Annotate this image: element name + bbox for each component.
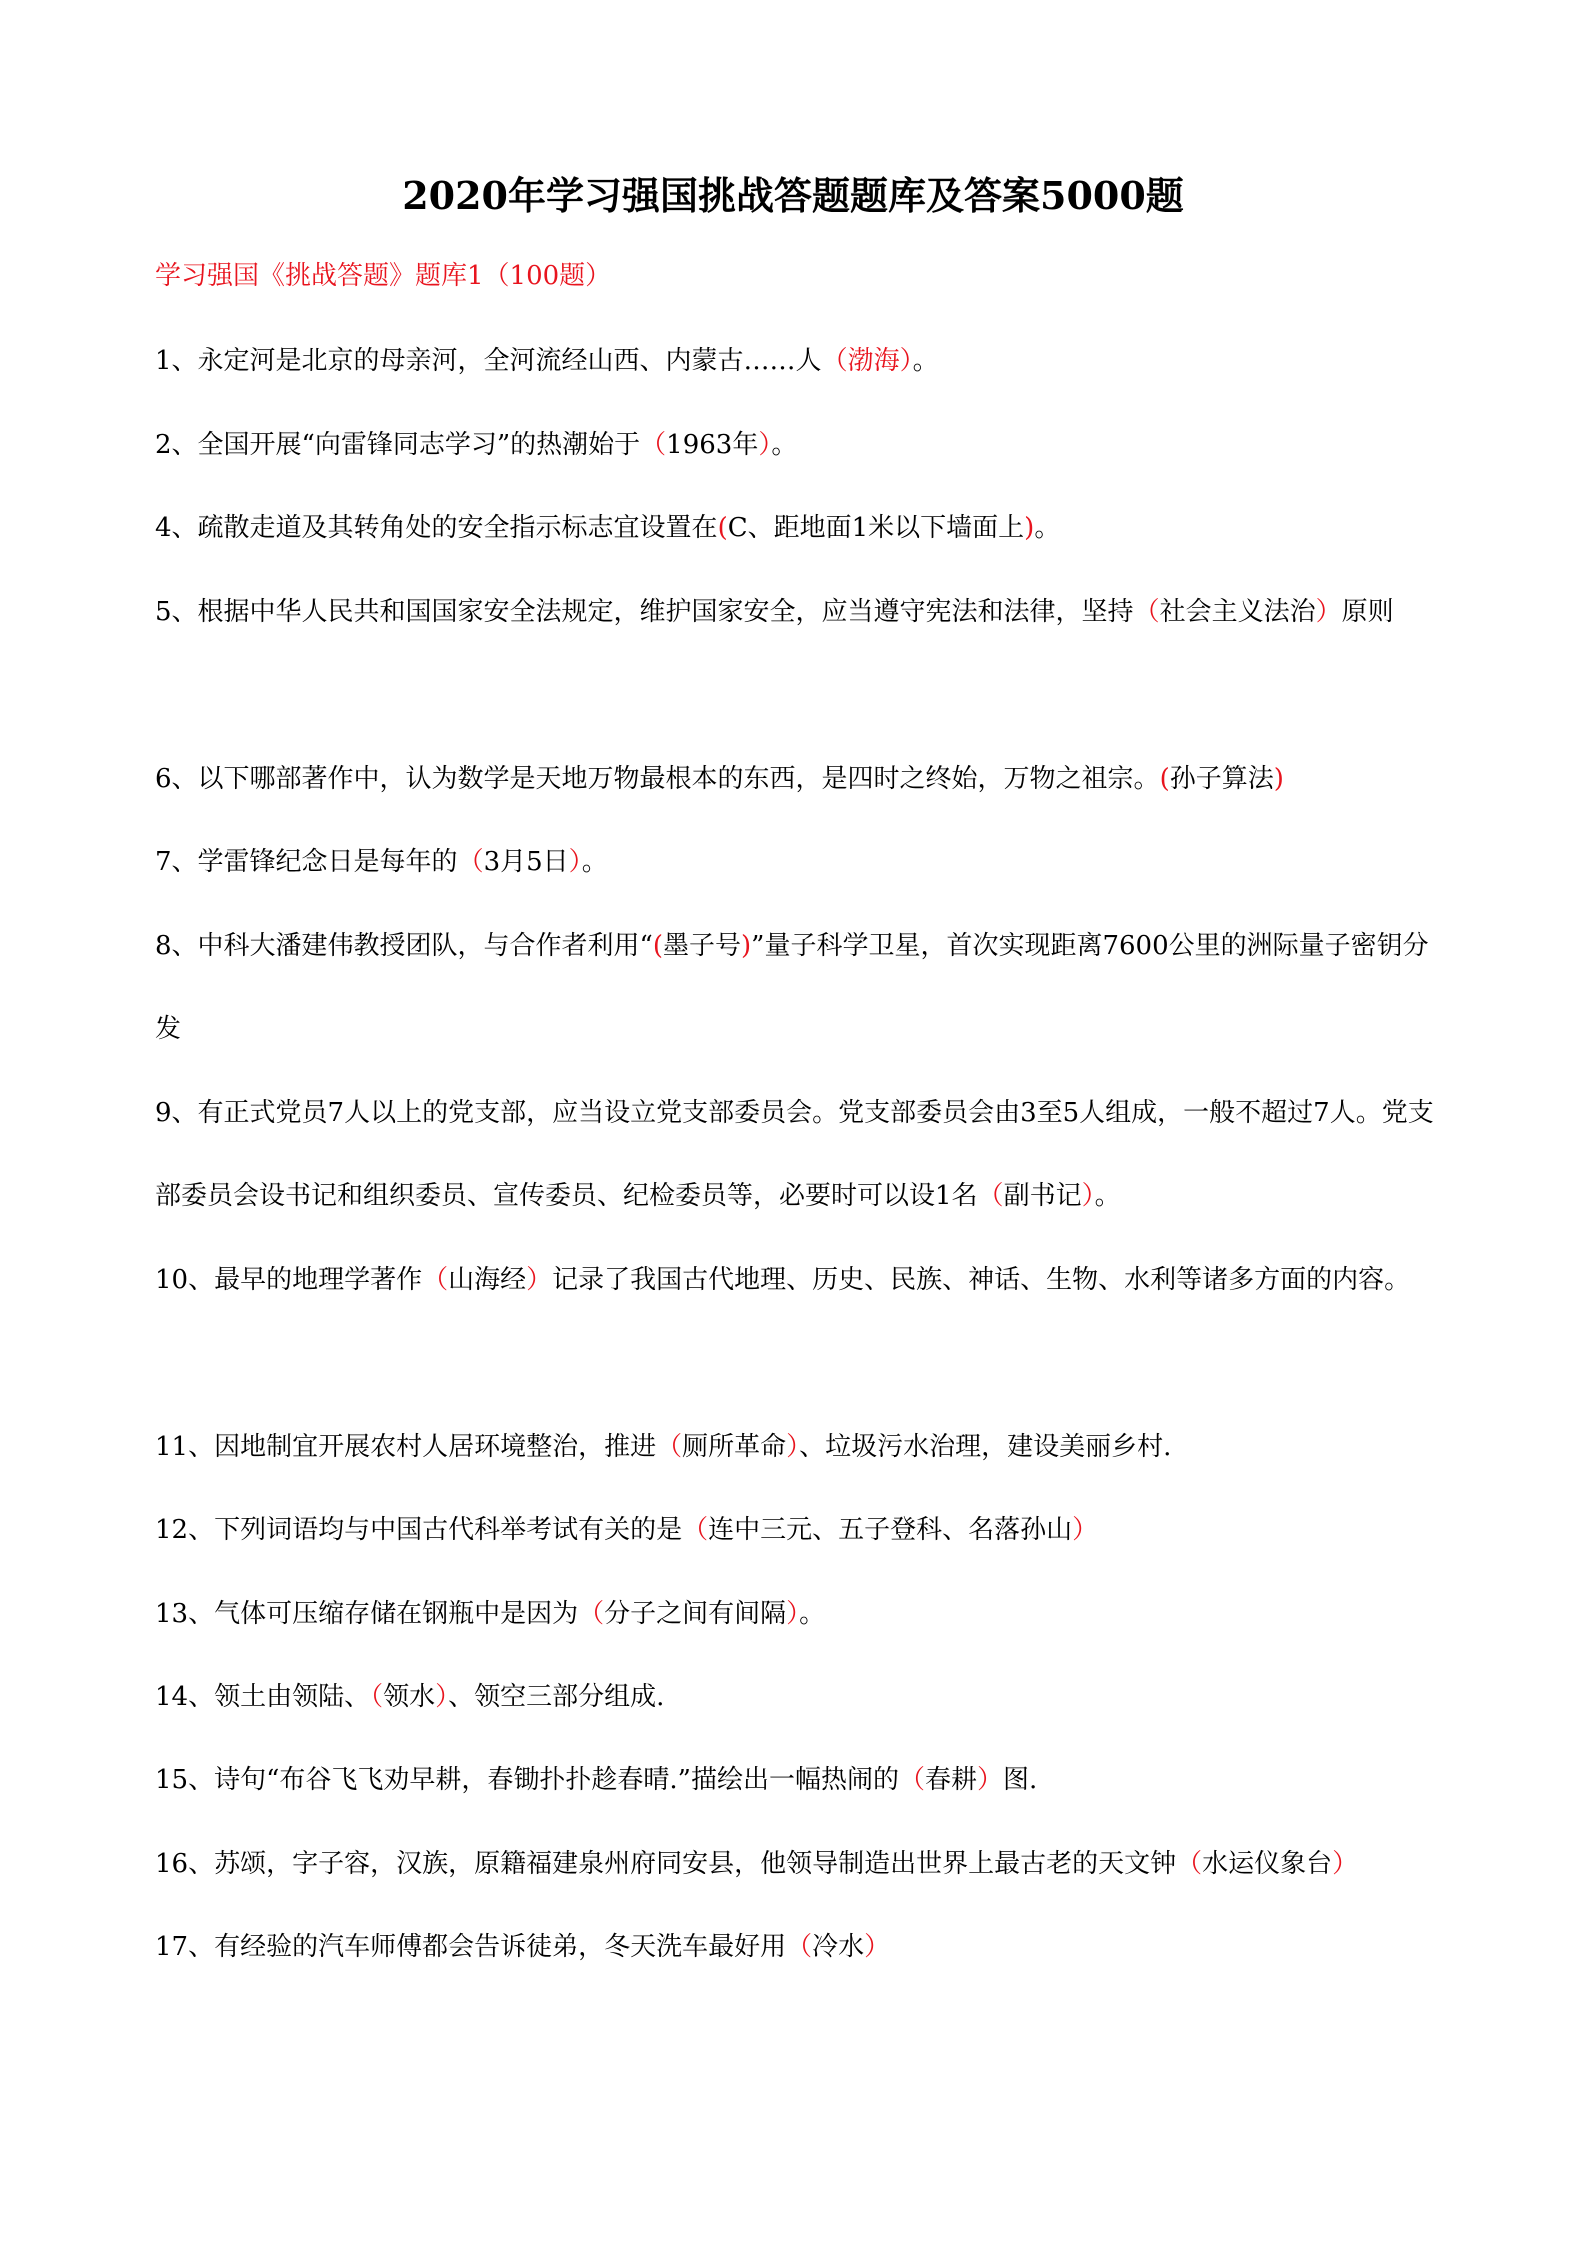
answer-close-paren: ）: [568, 847, 582, 877]
question-text-after: 记录了我国古代地理、历史、民族、神话、生物、水利等诸多方面的内容。: [552, 1265, 1411, 1295]
answer-close-paren: ）: [786, 1599, 800, 1629]
question-number: 6、: [155, 764, 198, 794]
question-number: 5、: [155, 597, 198, 627]
question-text-after: 图.: [1003, 1765, 1038, 1795]
answer-open-paren: （: [1176, 1849, 1203, 1879]
question-item-12: [155, 1489, 1445, 1572]
answer-text: 连中三元、五子登科、名落孙山: [708, 1515, 1073, 1545]
question-number: 10、: [155, 1265, 215, 1295]
answer-open-paren: （: [977, 1181, 1004, 1211]
section-heading: 学习强国《挑战答题》题库1（100题）: [155, 261, 612, 291]
answer-close-paren: ）: [758, 430, 772, 460]
question-text-after: 。: [581, 847, 608, 877]
question-text-after: 。: [912, 346, 939, 376]
answer-close-paren: ）: [786, 1432, 800, 1462]
question-number: 1、: [155, 346, 198, 376]
answer-text: 孙子算法: [1169, 764, 1274, 794]
question-number: 16、: [155, 1849, 215, 1879]
answer-close-paren: ): [1273, 764, 1284, 794]
answer-text: 副书记: [1003, 1181, 1082, 1211]
answer-text: 水运仪象台: [1202, 1849, 1333, 1879]
question-item-7: [155, 821, 1445, 904]
answer-close-paren: ）: [1332, 1849, 1359, 1879]
question-item-8: [155, 905, 1445, 1071]
question-item-2: [155, 404, 1445, 487]
question-text-after: 原则: [1341, 597, 1394, 627]
answer-open-paren: （: [656, 1432, 683, 1462]
question-text: 学雷锋纪念日是每年的: [197, 847, 458, 877]
answer-open-paren: （: [1133, 597, 1160, 627]
answer-close-paren: ）: [1315, 597, 1342, 627]
question-item-14: [155, 1656, 1445, 1739]
answer-text: 社会主义法治: [1159, 597, 1316, 627]
answer-open-paren: (: [652, 931, 663, 961]
question-number: 14、: [155, 1682, 215, 1712]
question-text: 全国开展“向雷锋同志学习”的热潮始于: [197, 430, 641, 460]
question-item-1: [155, 320, 1445, 403]
page-title: 2020年学习强国挑战答题题库及答案5000题: [402, 173, 1184, 218]
answer-open-paren: （: [457, 847, 484, 877]
answer-close-paren: ）: [864, 1932, 891, 1962]
question-text: 下列词语均与中国古代科举考试有关的是: [214, 1515, 683, 1545]
question-text: 有正式党员7人以上的党支部，应当设立党支部委员会。党支部委员会由3至5人组成，一般不超过7人。党支部委员会设书记和组织委员、宣传委员、纪检委员等，必要时可以设1名: [155, 1098, 1434, 1211]
question-text-after: 、领空三部分组成.: [448, 1682, 665, 1712]
answer-text: 墨子号: [663, 931, 742, 961]
question-text: 中科大潘建伟教授团队，与合作者利用“: [197, 931, 653, 961]
answer-text: 分子之间有间隔: [604, 1599, 787, 1629]
question-number: 12、: [155, 1515, 215, 1545]
question-text: 永定河是北京的母亲河，全河流经山西、内蒙古……人: [197, 346, 822, 376]
answer-text: 3月5日: [483, 847, 569, 877]
answer-open-paren: （: [370, 1682, 384, 1712]
question-text: 苏颂，字子容，汉族，原籍福建泉州府同安县，他领导制造出世界上最古老的天文钟: [214, 1849, 1177, 1879]
question-text: 最早的地理学著作: [214, 1265, 423, 1295]
question-number: 13、: [155, 1599, 215, 1629]
answer-close-paren: ）: [526, 1265, 553, 1295]
question-text-after: 。: [1034, 513, 1061, 543]
answer-text: 1963年: [666, 430, 759, 460]
answer-open-paren: （: [898, 1765, 925, 1795]
answer-text: 春耕: [924, 1765, 977, 1795]
answer-close-paren: ): [741, 931, 752, 961]
question-number: 11、: [155, 1432, 215, 1462]
answer-open-paren: (: [717, 513, 728, 543]
answer-open-paren: （: [786, 1932, 813, 1962]
question-item-6: [155, 738, 1445, 821]
question-number: 4、: [155, 513, 198, 543]
answer-open-paren: （: [578, 1599, 605, 1629]
question-item-16: [155, 1823, 1445, 1906]
answer-close-paren: ）: [435, 1682, 449, 1712]
question-text: 根据中华人民共和国国家安全法规定，维护国家安全，应当遵守宪法和法律，坚持: [197, 597, 1134, 627]
answer-text: 山海经: [448, 1265, 527, 1295]
question-text-after: 。: [771, 430, 798, 460]
answer-open-paren: （: [821, 346, 848, 376]
question-number: 17、: [155, 1932, 215, 1962]
answer-close-paren: ): [1024, 513, 1035, 543]
question-text: 因地制宜开展农村人居环境整治，推进: [214, 1432, 657, 1462]
question-text: 疏散走道及其转角处的安全指示标志宜设置在: [197, 513, 718, 543]
question-number: 15、: [155, 1765, 215, 1795]
question-item-4: [155, 487, 1445, 570]
question-item-15: [155, 1739, 1445, 1822]
question-item-10: [155, 1239, 1445, 1322]
answer-text: 渤海: [847, 346, 900, 376]
question-number: 9、: [155, 1098, 198, 1128]
answer-close-paren: ）: [1072, 1515, 1099, 1545]
question-text-after: 。: [1094, 1181, 1121, 1211]
question-item-17: [155, 1906, 1445, 1989]
question-text: 有经验的汽车师傅都会告诉徒弟，冬天洗车最好用: [214, 1932, 787, 1962]
question-number: 8、: [155, 931, 198, 961]
answer-open-paren: （: [682, 1515, 709, 1545]
answer-text: 冷水: [812, 1932, 865, 1962]
question-number: 7、: [155, 847, 198, 877]
question-item-5: [155, 571, 1445, 654]
question-text-after: 、垃圾污水治理，建设美丽乡村.: [799, 1432, 1172, 1462]
answer-open-paren: （: [640, 430, 667, 460]
question-text: 诗句“布谷飞飞劝早耕，春锄扑扑趁春晴.”描绘出一幅热闹的: [214, 1765, 899, 1795]
question-number: 2、: [155, 430, 198, 460]
question-text-after: 。: [799, 1599, 826, 1629]
question-text: 以下哪部著作中，认为数学是天地万物最根本的东西，是四时之终始，万物之祖宗。: [197, 764, 1160, 794]
question-item-11: [155, 1406, 1445, 1489]
question-text: 领土由领陆、: [214, 1682, 371, 1712]
answer-text: C、距地面1米以下墙面上: [727, 513, 1025, 543]
answer-close-paren: ）: [899, 346, 913, 376]
question-item-9: [155, 1072, 1445, 1238]
answer-text: 领水: [383, 1682, 436, 1712]
question-item-13: [155, 1573, 1445, 1656]
question-text-after: ”量子科学卫星，首次实现距离7600公里的洲际量子密钥分发: [155, 931, 1429, 1044]
answer-close-paren: ）: [976, 1765, 1003, 1795]
answer-open-paren: （: [422, 1265, 449, 1295]
answer-open-paren: (: [1159, 764, 1170, 794]
question-text: 气体可压缩存储在钢瓶中是因为: [214, 1599, 579, 1629]
answer-close-paren: ）: [1081, 1181, 1095, 1211]
answer-text: 厕所革命: [682, 1432, 787, 1462]
